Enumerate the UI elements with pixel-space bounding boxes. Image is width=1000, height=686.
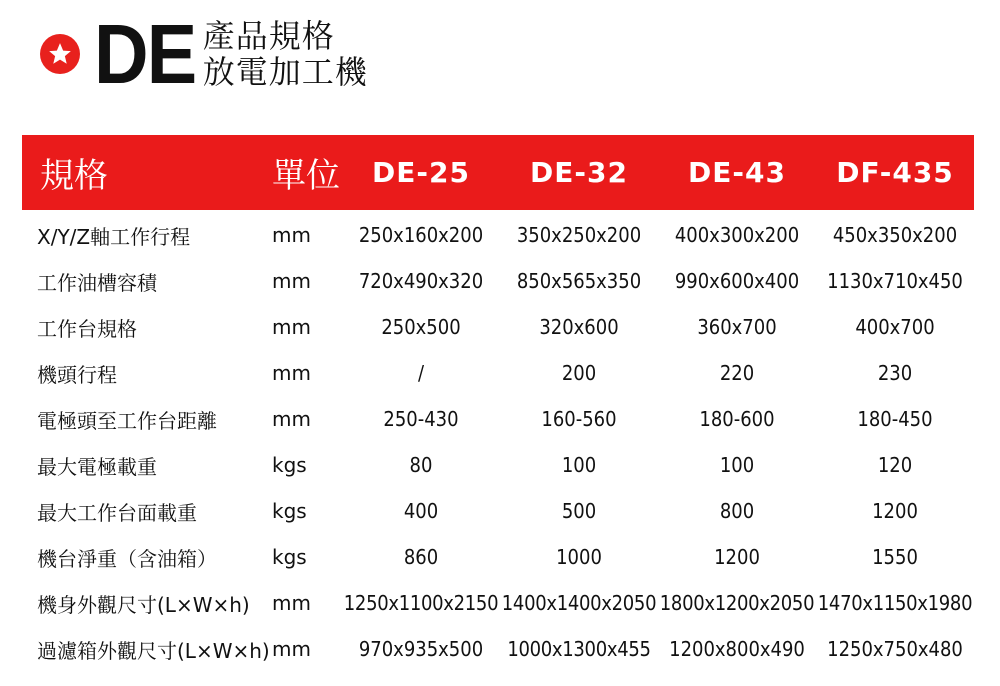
- spec-name: 過濾箱外觀尺寸(L×W×h): [37, 638, 270, 663]
- spec-value: 860: [403, 545, 439, 569]
- spec-value: 1800x1200x2050: [659, 591, 815, 615]
- spec-value: 180-600: [699, 407, 775, 431]
- spec-value: 250-430: [383, 407, 459, 431]
- spec-value: 450x350x200: [832, 223, 958, 247]
- spec-unit: mm: [272, 591, 311, 615]
- spec-value: 220: [719, 361, 755, 385]
- table-row: [22, 258, 974, 304]
- model-header: DE-43: [688, 156, 786, 189]
- spec-value: 230: [877, 361, 913, 385]
- unit-header: 單位: [272, 156, 340, 196]
- spec-unit: kgs: [272, 545, 307, 569]
- spec-unit: mm: [272, 361, 311, 385]
- table-row: [22, 488, 974, 534]
- spec-name: 機身外觀尺寸(L×W×h): [37, 592, 250, 617]
- title-line-1: 產品規格: [202, 17, 335, 55]
- spec-value: 1200x800x490: [669, 637, 805, 661]
- table-row: [22, 442, 974, 488]
- spec-value: 1550: [872, 545, 918, 569]
- spec-unit: mm: [272, 315, 311, 339]
- spec-unit: mm: [272, 407, 311, 431]
- spec-value: 120: [877, 453, 913, 477]
- table-row: [22, 534, 974, 580]
- spec-value: 990x600x400: [674, 269, 800, 293]
- spec-value: 1130x710x450: [827, 269, 963, 293]
- spec-value: 200: [561, 361, 597, 385]
- spec-value: 720x490x320: [358, 269, 484, 293]
- star-badge: [40, 34, 80, 74]
- model-header: DE-32: [530, 156, 628, 189]
- model-header: DE-25: [372, 156, 470, 189]
- spec-value: 80: [409, 453, 433, 477]
- spec-name: X/Y/Z軸工作行程: [37, 224, 191, 249]
- spec-value: 1200: [714, 545, 760, 569]
- spec-name: 工作油槽容積: [37, 270, 157, 295]
- table-row: [22, 212, 974, 258]
- spec-name: 最大工作台面載重: [37, 500, 197, 525]
- spec-name: 機頭行程: [37, 362, 117, 387]
- spec-name: 工作台規格: [37, 316, 137, 341]
- spec-value: 1250x750x480: [827, 637, 963, 661]
- spec-value: 400x300x200: [674, 223, 800, 247]
- spec-value: /: [417, 361, 425, 385]
- spec-unit: mm: [272, 637, 311, 661]
- spec-value: 1000: [556, 545, 602, 569]
- spec-name: 最大電極載重: [37, 454, 157, 479]
- spec-value: 400x700: [855, 315, 935, 339]
- spec-value: 1470x1150x1980: [817, 591, 973, 615]
- spec-value: 800: [719, 499, 755, 523]
- spec-name: 電極頭至工作台距離: [37, 408, 217, 433]
- spec-value: 100: [719, 453, 755, 477]
- table-row: [22, 350, 974, 396]
- spec-value: 320x600: [539, 315, 619, 339]
- spec-value: 350x250x200: [516, 223, 642, 247]
- model-header: DF-435: [836, 156, 954, 189]
- table-row: [22, 626, 974, 672]
- table-body: [22, 210, 974, 672]
- spec-name: 機台淨重（含油箱）: [37, 546, 217, 571]
- spec-value: 1250x1100x2150: [343, 591, 499, 615]
- spec-value: 500: [561, 499, 597, 523]
- spec-value: 160-560: [541, 407, 617, 431]
- table-row: [22, 396, 974, 442]
- title-line-2: 放電加工機: [202, 53, 368, 91]
- title-block: [203, 18, 368, 90]
- spec-value: 850x565x350: [516, 269, 642, 293]
- spec-value: 970x935x500: [358, 637, 484, 661]
- spec-value: 1200: [872, 499, 918, 523]
- spec-value: 250x500: [381, 315, 461, 339]
- table-header-row: [22, 135, 974, 210]
- spec-value: 100: [561, 453, 597, 477]
- page-header: [40, 7, 368, 101]
- spec-value: 250x160x200: [358, 223, 484, 247]
- spec-value: 400: [403, 499, 439, 523]
- spec-value: 1400x1400x2050: [501, 591, 657, 615]
- spec-table: [22, 135, 974, 672]
- spec-unit: kgs: [272, 453, 307, 477]
- spec-unit: mm: [272, 223, 311, 247]
- spec-unit: kgs: [272, 499, 307, 523]
- spec-value: 180-450: [857, 407, 933, 431]
- brand-logo: DE: [94, 7, 196, 101]
- spec-value: 360x700: [697, 315, 777, 339]
- spec-value: 1000x1300x455: [507, 637, 651, 661]
- spec-unit: mm: [272, 269, 311, 293]
- table-row: [22, 304, 974, 350]
- spec-header: 規格: [40, 156, 108, 196]
- table-row: [22, 580, 974, 626]
- star-icon: [47, 41, 73, 67]
